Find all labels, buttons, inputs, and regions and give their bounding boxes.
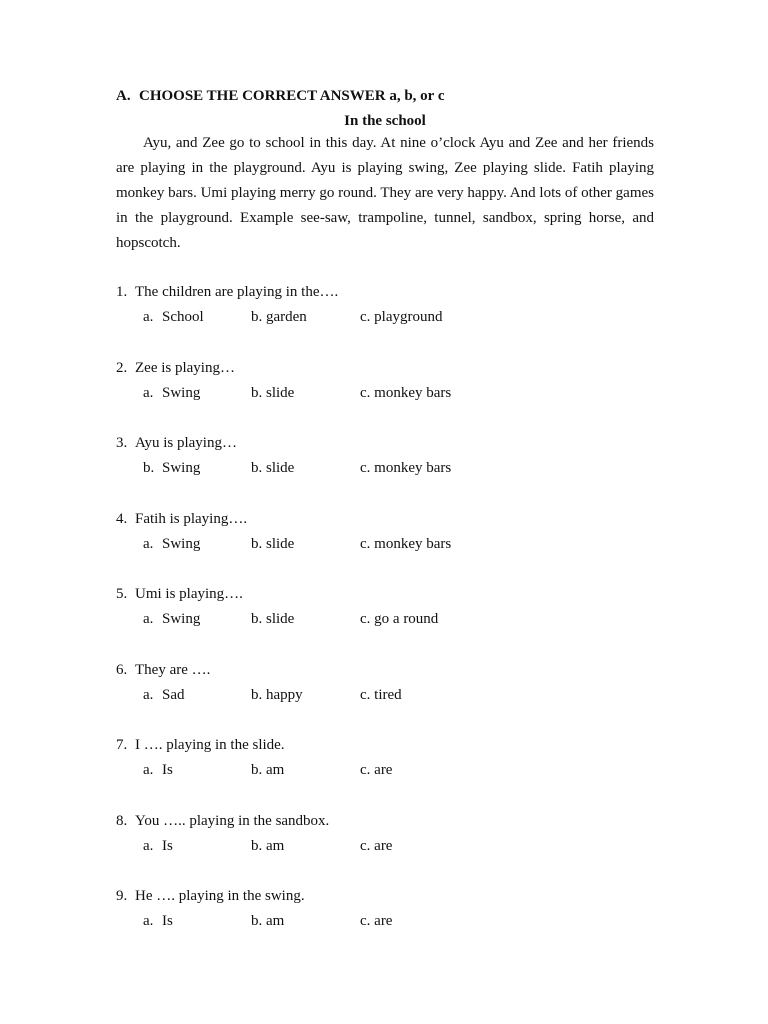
question-item xyxy=(116,356,654,432)
section-instruction: CHOOSE THE CORRECT ANSWER a, b, or c xyxy=(139,88,445,104)
option-b: b. slide xyxy=(251,611,295,627)
option-a xyxy=(143,607,200,632)
answer-options xyxy=(116,758,654,783)
question-number: 7. xyxy=(116,737,128,753)
option-a-text: Is xyxy=(162,913,173,929)
option-c: c. are xyxy=(360,837,393,854)
question-stem xyxy=(116,884,654,909)
question-item xyxy=(116,658,654,734)
question-item xyxy=(116,507,654,583)
question-stem xyxy=(116,280,654,305)
answer-options xyxy=(116,532,654,557)
question-item xyxy=(116,884,654,960)
option-c: c. tired xyxy=(360,686,402,703)
question-number: 5. xyxy=(116,586,128,602)
question-text: You ….. playing in the sandbox. xyxy=(135,812,330,829)
question-text: They are …. xyxy=(135,661,211,678)
option-a-mark: a. xyxy=(143,384,154,401)
option-c: c. are xyxy=(360,762,393,778)
option-a-text: Swing xyxy=(162,384,201,401)
option-b: b. am xyxy=(251,913,285,929)
question-stem xyxy=(116,356,654,381)
question-text: Umi is playing…. xyxy=(135,586,243,602)
option-a-mark: a. xyxy=(143,913,154,929)
question-item xyxy=(116,809,654,885)
question-number: 6. xyxy=(116,661,128,678)
question-number: 3. xyxy=(116,435,128,451)
option-a-text: Swing xyxy=(162,460,201,476)
answer-options xyxy=(116,683,654,708)
option-a-text: Sad xyxy=(162,686,185,703)
answer-options xyxy=(116,834,654,859)
option-a xyxy=(143,758,173,783)
option-b: b. am xyxy=(251,837,285,854)
option-a-mark: b. xyxy=(143,460,155,476)
option-a-mark: a. xyxy=(143,686,154,703)
option-c: c. go a round xyxy=(360,611,439,627)
question-text: Fatih is playing…. xyxy=(135,510,248,527)
question-number: 4. xyxy=(116,510,128,527)
option-c: c. playground xyxy=(360,309,443,325)
question-text: Zee is playing… xyxy=(135,359,235,376)
question-number: 1. xyxy=(116,284,128,300)
option-a xyxy=(143,381,200,406)
question-number: 9. xyxy=(116,888,128,904)
question-item xyxy=(116,280,654,356)
worksheet-page xyxy=(116,86,654,960)
reading-passage: Ayu, and Zee go to school in this day. At nine o’clock Ayu and Zee and her friends are playing in the playground. Ayu is playing swing, Zee playing slide. Fatih playing monkey bars. Umi playing merry go round. They are very happy. And lots of other games in the playground. Example see-saw, trampoline, tunnel, sandbox, spring horse, and hopscotch. xyxy=(116,135,654,251)
question-text: The children are playing in the…. xyxy=(135,284,339,300)
option-a-text: Is xyxy=(162,762,173,778)
option-a xyxy=(143,683,185,708)
question-text: He …. playing in the swing. xyxy=(135,888,305,904)
option-a xyxy=(143,532,200,557)
question-stem xyxy=(116,658,654,683)
option-b: b. happy xyxy=(251,686,303,703)
question-stem xyxy=(116,582,654,607)
question-item xyxy=(116,582,654,658)
question-stem xyxy=(116,507,654,532)
passage-title: In the school xyxy=(344,113,426,129)
option-c: c. monkey bars xyxy=(360,460,452,476)
option-a-mark: a. xyxy=(143,309,154,325)
option-a-mark: a. xyxy=(143,535,154,552)
question-stem xyxy=(116,809,654,834)
question-number: 2. xyxy=(116,359,128,376)
question-item xyxy=(116,431,654,507)
option-a-mark: a. xyxy=(143,611,154,627)
option-c: c. are xyxy=(360,913,393,929)
section-heading xyxy=(116,86,654,106)
option-a xyxy=(143,456,200,481)
option-a-text: School xyxy=(162,309,204,325)
option-a xyxy=(143,834,173,859)
question-text: I …. playing in the slide. xyxy=(135,737,285,753)
answer-options xyxy=(116,456,654,481)
option-b: b. am xyxy=(251,762,285,778)
section-letter: A. xyxy=(116,88,131,104)
option-a-text: Is xyxy=(162,837,173,854)
answer-options xyxy=(116,381,654,406)
option-a xyxy=(143,305,204,330)
option-a-mark: a. xyxy=(143,837,154,854)
option-a xyxy=(143,909,173,934)
option-b: b. slide xyxy=(251,460,295,476)
question-item xyxy=(116,733,654,809)
answer-options xyxy=(116,607,654,632)
question-stem xyxy=(116,733,654,758)
answer-options xyxy=(116,909,654,934)
option-c: c. monkey bars xyxy=(360,384,452,401)
option-a-text: Swing xyxy=(162,535,201,552)
answer-options xyxy=(116,305,654,330)
question-list xyxy=(116,280,654,960)
option-b: b. slide xyxy=(251,535,295,552)
question-number: 8. xyxy=(116,812,128,829)
question-text: Ayu is playing… xyxy=(135,435,237,451)
option-a-text: Swing xyxy=(162,611,201,627)
option-a-mark: a. xyxy=(143,762,154,778)
option-b: b. garden xyxy=(251,309,307,325)
option-c: c. monkey bars xyxy=(360,535,452,552)
question-stem xyxy=(116,431,654,456)
option-b: b. slide xyxy=(251,384,295,401)
